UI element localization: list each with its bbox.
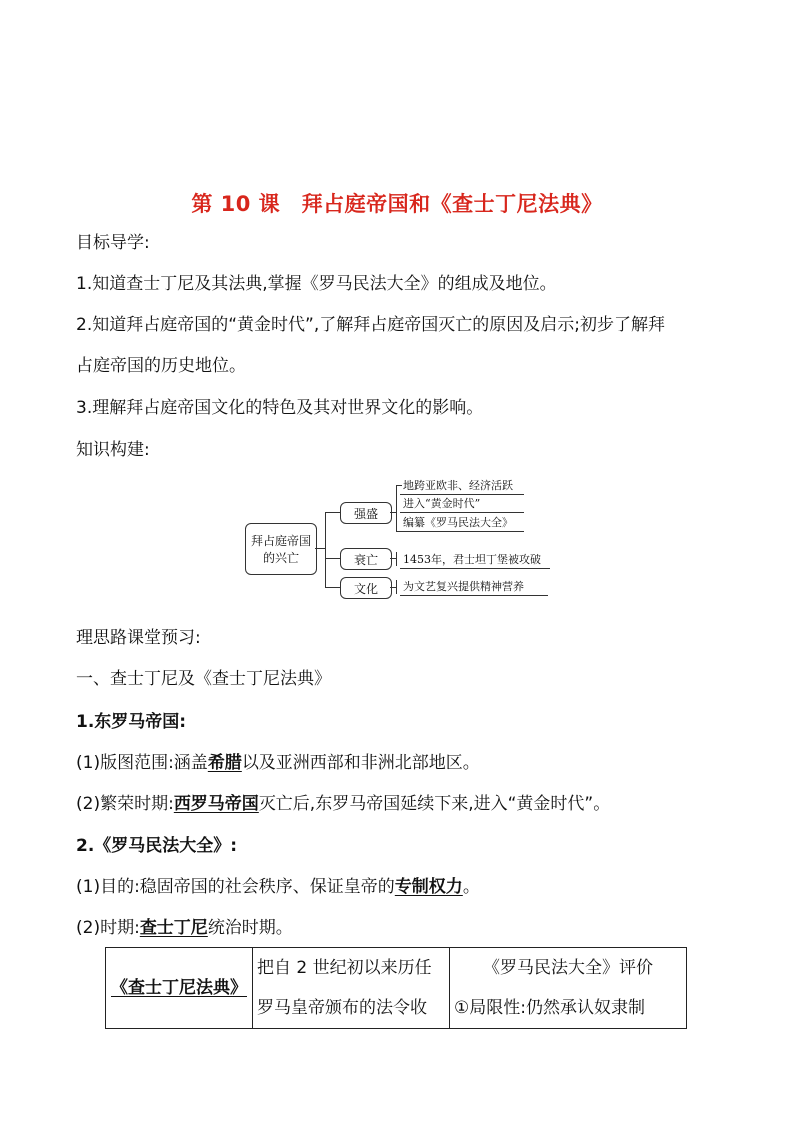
decline-leaf: 1453年，君士坦丁堡被攻破 bbox=[403, 553, 541, 566]
strong-leaf-2: 进入“黄金时代” bbox=[403, 497, 481, 510]
connector bbox=[315, 548, 325, 549]
table-cell-name bbox=[106, 948, 253, 1029]
sub1-item-1-suffix: 以及亚洲西部和非洲北部地区。 bbox=[241, 753, 480, 773]
diagram-root-node bbox=[245, 523, 317, 575]
knowledge-heading: 知识构建: bbox=[76, 440, 150, 460]
leaf-underline bbox=[400, 512, 524, 513]
diagram-branch-culture: 文化 bbox=[340, 577, 392, 599]
sub1-item-1 bbox=[76, 752, 480, 774]
table-cell-evaluation bbox=[450, 948, 687, 1029]
sub2-item-2-suffix: 统治时期。 bbox=[207, 918, 293, 938]
subsection-2-title: 2.《罗马民法大全》: bbox=[76, 836, 238, 856]
connector bbox=[396, 552, 397, 566]
connector bbox=[396, 580, 397, 594]
sub1-item-2-suffix: 灭亡后,东罗马帝国延续下来,进入“黄金时代”。 bbox=[258, 794, 611, 814]
leaf-underline bbox=[400, 531, 524, 532]
table-row bbox=[106, 948, 687, 1029]
answer-blank: 查士丁尼 bbox=[139, 918, 208, 938]
goal-item-2-line-2: 占庭帝国的历史地位。 bbox=[76, 356, 246, 376]
connector bbox=[396, 485, 397, 532]
sub1-item-2 bbox=[76, 793, 610, 815]
subsection-1-title: 1.东罗马帝国: bbox=[76, 712, 187, 732]
connector bbox=[325, 512, 326, 587]
connector bbox=[325, 587, 340, 588]
diagram-root-line-2: 的兴亡 bbox=[262, 551, 299, 565]
leaf-underline bbox=[400, 494, 524, 495]
leaf-underline bbox=[400, 595, 548, 596]
table-cell-description bbox=[253, 948, 450, 1029]
diagram-branch-decline: 衰亡 bbox=[340, 548, 392, 570]
strong-leaf-1: 地跨亚欧非、经济活跃 bbox=[403, 479, 513, 492]
goal-item-1: 1.知道查士丁尼及其法典,掌握《罗马民法大全》的组成及地位。 bbox=[76, 274, 557, 294]
sub2-item-1-prefix: (1)目的:稳固帝国的社会秩序、保证皇帝的 bbox=[76, 877, 395, 897]
sub2-item-1-suffix: 。 bbox=[462, 877, 480, 897]
table-eval-line-1: 《罗马民法大全》评价 bbox=[483, 958, 653, 978]
sub2-item-2-prefix: (2)时期: bbox=[76, 918, 140, 938]
table-desc-line-2: 罗马皇帝颁布的法令收 bbox=[257, 998, 427, 1018]
goal-item-3: 3.理解拜占庭帝国文化的特色及其对世界文化的影响。 bbox=[76, 398, 484, 418]
connector bbox=[396, 485, 402, 486]
answer-blank: 《查士丁尼法典》 bbox=[111, 978, 247, 998]
table-desc-line-1: 把自 2 世纪初以来历任 bbox=[257, 958, 432, 978]
preview-heading: 理思路课堂预习: bbox=[76, 628, 201, 648]
answer-blank: 专制权力 bbox=[394, 877, 463, 897]
law-table bbox=[105, 947, 687, 1029]
sub2-item-2 bbox=[76, 917, 293, 939]
sub1-item-1-prefix: (1)版图范围:涵盖 bbox=[76, 753, 208, 773]
strong-leaf-3: 编纂《罗马民法大全》 bbox=[403, 516, 513, 529]
leaf-underline bbox=[400, 568, 550, 569]
connector bbox=[325, 512, 340, 513]
sub2-item-1 bbox=[76, 876, 480, 898]
diagram-root-line-1: 拜占庭帝国 bbox=[250, 534, 311, 548]
culture-leaf: 为文艺复兴提供精神营养 bbox=[403, 580, 524, 593]
sub1-item-2-prefix: (2)繁荣时期: bbox=[76, 794, 174, 814]
connector bbox=[325, 558, 340, 559]
page-title: 第 10 课 拜占庭帝国和《查士丁尼法典》 bbox=[191, 192, 603, 216]
goals-heading: 目标导学: bbox=[76, 233, 150, 253]
answer-blank: 西罗马帝国 bbox=[173, 794, 259, 814]
table-eval-line-2: ①局限性:仍然承认奴隶制 bbox=[454, 998, 645, 1018]
goal-item-2-line-1: 2.知道拜占庭帝国的“黄金时代”,了解拜占庭帝国灭亡的原因及启示;初步了解拜 bbox=[76, 315, 665, 335]
section-1-heading: 一、查士丁尼及《查士丁尼法典》 bbox=[76, 669, 331, 689]
diagram-branch-strong: 强盛 bbox=[340, 502, 392, 524]
answer-blank: 希腊 bbox=[207, 753, 242, 773]
